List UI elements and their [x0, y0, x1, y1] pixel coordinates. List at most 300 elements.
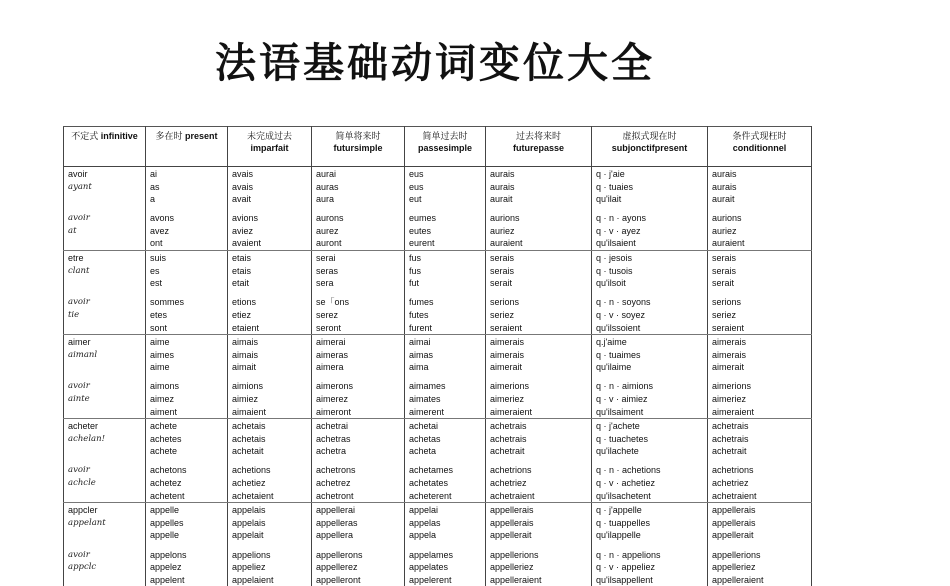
conjugated-form: furent	[409, 322, 433, 333]
conjugation-cell	[312, 167, 405, 251]
conjugated-form: achetrez	[316, 478, 351, 489]
conjugated-form: achetent	[150, 490, 185, 501]
conjugated-form: se「ons	[316, 297, 350, 308]
conjugated-form: q · n · soyons	[596, 297, 651, 308]
conjugated-form: aimeraient	[490, 406, 533, 417]
conjugated-form: achetai	[409, 421, 439, 432]
conjugation-cell	[592, 251, 708, 335]
conjugated-form: avez	[150, 225, 170, 236]
conjugated-form: etaient	[232, 322, 260, 333]
infinitive-label: appcler	[68, 505, 98, 516]
infinitive-cell	[64, 503, 146, 586]
conjugated-form: appelle	[150, 505, 180, 516]
conjugated-form: appelas	[409, 517, 441, 528]
conjugated-form: qu'ilachete	[596, 446, 639, 457]
conjugation-cell	[405, 335, 486, 419]
conjugated-form: appelleras	[316, 517, 358, 528]
spacer	[68, 445, 142, 458]
conjugated-form: appelais	[232, 505, 266, 516]
conjugated-form: etais	[232, 253, 252, 264]
conjugated-form: aimera	[316, 362, 344, 373]
infinitive-cell	[64, 251, 146, 335]
conjugated-form: auriez	[712, 225, 737, 236]
conjugated-form: q · v · appeliez	[596, 562, 656, 573]
conjugated-form: achetiez	[232, 478, 266, 489]
conjugated-form: est	[150, 278, 163, 289]
conjugated-form: q · tusois	[596, 265, 633, 276]
column-header-en: passesimple	[417, 143, 473, 153]
conjugation-cell	[312, 335, 405, 419]
conjugated-form: achetas	[409, 433, 441, 444]
conjugated-form: achetates	[409, 478, 449, 489]
conjugated-form: serait	[712, 278, 735, 289]
conjugated-form: appelates	[409, 562, 449, 573]
conjugation-cell	[405, 251, 486, 335]
conjugated-form: appelle	[150, 530, 180, 541]
conjugated-form: appellerais	[712, 517, 756, 528]
column-header-en: subjonctifpresent	[611, 143, 688, 153]
conjugated-form: appelles	[150, 517, 184, 528]
spacer	[68, 237, 142, 250]
conjugated-form: appellerons	[316, 549, 363, 560]
conjugated-form: appelons	[150, 549, 187, 560]
conjugation-table	[63, 126, 812, 586]
conjugated-form: aurais	[712, 169, 737, 179]
conjugated-form: auraient	[712, 238, 745, 249]
conjugated-form: achetrons	[316, 465, 356, 476]
conjugated-form: seriez	[712, 309, 737, 320]
column-header-zh: 条件式现枉时	[732, 131, 787, 141]
conjugated-form: q · tuaies	[596, 181, 634, 192]
conjugated-form: serais	[712, 265, 737, 276]
conjugated-form: sommes	[150, 297, 185, 308]
conjugated-form: achetes	[150, 433, 182, 444]
conjugated-form: achetrions	[712, 465, 754, 476]
conjugated-form: auriez	[490, 225, 515, 236]
conjugated-form: appellerait	[712, 530, 754, 541]
column-header	[592, 127, 708, 167]
conjugated-form: aimez	[150, 394, 175, 404]
conjugation-cell	[146, 503, 228, 586]
conjugation-cell	[708, 335, 812, 419]
conjugated-form: avons	[150, 213, 175, 224]
conjugated-form: qu'ilappelle	[596, 530, 641, 541]
conjugated-form: aima	[409, 362, 429, 373]
conjugated-form: appellerais	[490, 517, 534, 528]
infinitive-label: avoir	[68, 169, 88, 179]
infinitive-cell	[64, 167, 146, 251]
conjugated-form: es	[150, 265, 160, 276]
conjugated-form: qu'ilsoit	[596, 278, 626, 289]
conjugated-form: serait	[490, 278, 513, 289]
conjugated-form: achetais	[232, 433, 266, 444]
column-header-en: futurepasse	[512, 143, 565, 153]
auxiliary-label: at	[68, 225, 77, 236]
conjugated-form: aimeraient	[712, 406, 755, 417]
conjugated-form: achetrais	[490, 421, 527, 432]
conjugation-cell	[592, 419, 708, 503]
conjugated-form: serais	[712, 253, 737, 264]
conjugated-form: q · n · aimions	[596, 381, 654, 392]
conjugation-cell	[486, 167, 592, 251]
conjugated-form: q · j'achete	[596, 421, 640, 432]
conjugation-cell	[592, 335, 708, 419]
conjugated-form: achete	[150, 446, 178, 457]
conjugation-cell	[146, 335, 228, 419]
conjugated-form: appellerais	[490, 505, 534, 516]
page-title: 法语基础动词变位大全	[215, 39, 655, 87]
spacer	[68, 322, 142, 335]
column-header-en: futursimple	[333, 143, 383, 153]
conjugated-form: eurent	[409, 238, 435, 249]
conjugated-form: appelai	[409, 505, 439, 516]
conjugated-form: aimeras	[316, 349, 349, 360]
conjugation-cell	[312, 419, 405, 503]
conjugated-form: aimais	[232, 349, 259, 360]
conjugated-form: aviez	[232, 225, 254, 236]
conjugated-form: aimates	[409, 394, 441, 404]
conjugated-form: aimerais	[490, 349, 525, 360]
conjugated-form: aimerais	[712, 337, 747, 348]
conjugated-form: appelez	[150, 562, 182, 573]
conjugation-cell	[228, 419, 312, 503]
auxiliary-label: ainte	[68, 394, 90, 404]
conjugated-form: achetrions	[490, 465, 532, 476]
conjugation-cell	[592, 167, 708, 251]
conjugated-form: aimons	[150, 381, 180, 392]
conjugated-form: aurait	[490, 194, 513, 205]
conjugated-form: aimerais	[490, 337, 525, 348]
conjugated-form: appellerions	[712, 549, 761, 560]
conjugated-form: q · j'appelle	[596, 505, 642, 516]
column-header	[146, 127, 228, 167]
conjugated-form: achetons	[150, 465, 187, 476]
conjugated-form: achetrait	[490, 446, 525, 457]
conjugated-form: appelleriez	[490, 562, 534, 573]
conjugated-form: aimerait	[712, 362, 745, 373]
conjugated-form: eus	[409, 169, 424, 179]
spacer	[68, 490, 142, 503]
conjugated-form: achetraient	[712, 490, 757, 501]
conjugated-form: appelait	[232, 530, 264, 541]
conjugated-form: achetais	[232, 421, 266, 432]
conjugated-form: aimiez	[232, 394, 259, 404]
conjugated-form: q · tuaimes	[596, 349, 641, 360]
conjugated-form: etiez	[232, 309, 252, 320]
conjugation-cell	[405, 167, 486, 251]
conjugation-cell	[405, 419, 486, 503]
conjugated-form: seraient	[712, 322, 745, 333]
conjugation-cell	[708, 503, 812, 586]
conjugated-form: achetrai	[316, 421, 349, 432]
spacer	[68, 406, 142, 419]
conjugated-form: aime	[150, 362, 170, 373]
conjugated-form: q · j'aie	[596, 169, 625, 179]
column-header-zh: 过去将来时	[515, 131, 561, 141]
verb-group-row	[64, 419, 812, 503]
conjugated-form: qu'ilait	[596, 194, 622, 205]
conjugated-form: qu'ilsaiment	[596, 406, 644, 417]
conjugated-form: acheterent	[409, 490, 452, 501]
conjugated-form: eutes	[409, 225, 432, 236]
conjugated-form: appeliez	[232, 562, 266, 573]
conjugated-form: appellerais	[712, 505, 756, 516]
column-header-zh: 不定式	[71, 131, 99, 141]
conjugated-form: serais	[490, 253, 515, 264]
auxiliary-label: avoir	[68, 465, 90, 476]
conjugated-form: as	[150, 181, 160, 192]
conjugated-form: fus	[409, 253, 422, 264]
conjugated-form: achetrais	[712, 433, 749, 444]
conjugated-form: aurai	[316, 169, 337, 179]
conjugated-form: appelleront	[316, 574, 361, 585]
column-header	[486, 127, 592, 167]
conjugated-form: serai	[316, 253, 336, 264]
conjugated-form: sont	[150, 322, 168, 333]
conjugated-form: q · v · aimiez	[596, 394, 648, 404]
conjugated-form: seriez	[490, 309, 515, 320]
conjugated-form: aurions	[712, 213, 742, 224]
conjugated-form: appelaient	[232, 574, 274, 585]
conjugation-cell	[228, 503, 312, 586]
conjugated-form: aura	[316, 194, 335, 205]
conjugated-form: etions	[232, 297, 257, 308]
conjugation-cell	[708, 167, 812, 251]
conjugated-form: aimas	[409, 349, 434, 360]
column-header-zh: 简单过去时	[422, 131, 468, 141]
conjugated-form: aimeriez	[490, 394, 525, 404]
spacer	[68, 361, 142, 374]
conjugation-cell	[592, 503, 708, 586]
conjugated-form: achetions	[232, 465, 271, 476]
auxiliary-label: avoir	[68, 381, 90, 392]
auxiliary-label: achcle	[68, 478, 96, 489]
conjugated-form: aimames	[409, 381, 446, 392]
conjugation-cell	[146, 167, 228, 251]
conjugated-form: avais	[232, 181, 254, 192]
conjugated-form: achetra	[316, 446, 347, 457]
column-header-zh: 虚拟式现在时	[622, 131, 677, 141]
column-header	[405, 127, 486, 167]
verb-group-row	[64, 335, 812, 419]
conjugated-form: auront	[316, 238, 342, 249]
auxiliary-label: tie	[68, 309, 80, 320]
conjugated-form: q · tuachetes	[596, 433, 649, 444]
conjugated-form: q · tuappelles	[596, 517, 651, 528]
infinitive-label: etre	[68, 253, 84, 264]
conjugated-form: aimerions	[490, 381, 530, 392]
auxiliary-label: avoir	[68, 297, 90, 308]
infinitive-label: acheter	[68, 421, 99, 432]
column-header-zh: 多在时	[155, 131, 183, 141]
conjugated-form: aimes	[150, 349, 175, 360]
conjugated-form: aimaient	[232, 406, 267, 417]
column-header-en: conditionnel	[732, 143, 787, 153]
infinitive-cell	[64, 419, 146, 503]
conjugated-form: appellerait	[490, 530, 532, 541]
conjugated-form: avais	[232, 169, 254, 179]
conjugated-form: appellerai	[316, 505, 356, 516]
spacer	[68, 193, 142, 206]
verb-group-row	[64, 167, 812, 251]
auxiliary-label: appelant	[68, 517, 106, 528]
infinitive-label: aimer	[68, 337, 91, 348]
auxiliary-label: avoir	[68, 213, 90, 224]
conjugated-form: etait	[232, 278, 250, 289]
conjugated-form: seras	[316, 265, 339, 276]
conjugation-cell	[405, 503, 486, 586]
conjugated-form: aimerez	[316, 394, 349, 404]
conjugated-form: appelleraient	[490, 574, 542, 585]
spacer	[68, 574, 142, 586]
conjugated-form: qu'ilsachetent	[596, 490, 651, 501]
conjugated-form: aimerais	[712, 349, 747, 360]
conjugated-form: aimerait	[490, 362, 523, 373]
conjugated-form: achetrais	[490, 433, 527, 444]
conjugated-form: qu'ilsaient	[596, 238, 636, 249]
conjugated-form: aimerons	[316, 381, 354, 392]
conjugated-form: achetez	[150, 478, 182, 489]
conjugated-form: aurons	[316, 213, 344, 224]
auxiliary-label: clant	[68, 265, 90, 276]
conjugated-form: achetriez	[490, 478, 527, 489]
conjugated-form: sera	[316, 278, 334, 289]
column-header	[312, 127, 405, 167]
conjugated-form: aimeront	[316, 406, 352, 417]
conjugated-form: appelleriez	[712, 562, 756, 573]
conjugated-form: achetras	[316, 433, 351, 444]
conjugated-form: suis	[150, 253, 167, 264]
conjugated-form: achete	[150, 421, 178, 432]
conjugation-cell	[228, 167, 312, 251]
conjugated-form: aime	[150, 337, 170, 348]
conjugation-cell	[228, 251, 312, 335]
conjugated-form: serions	[712, 297, 742, 308]
conjugated-form: auraient	[490, 238, 523, 249]
conjugated-form: qu'ilsappellent	[596, 574, 653, 585]
conjugated-form: aimerai	[316, 337, 346, 348]
conjugated-form: aurions	[490, 213, 520, 224]
conjugated-form: q · n · achetions	[596, 465, 661, 476]
verb-group-row	[64, 251, 812, 335]
conjugated-form: appellerez	[316, 562, 358, 573]
auxiliary-label: aimanl	[68, 349, 98, 360]
conjugated-form: qu'ilssoient	[596, 322, 641, 333]
conjugation-cell	[486, 503, 592, 586]
conjugated-form: achetrait	[712, 446, 747, 457]
conjugated-form: ai	[150, 169, 158, 179]
conjugated-form: aurais	[490, 181, 515, 192]
conjugated-form: appelames	[409, 549, 454, 560]
conjugated-form: serions	[490, 297, 520, 308]
conjugation-cell	[486, 335, 592, 419]
conjugated-form: fus	[409, 265, 422, 276]
conjugated-form: q · v · ayez	[596, 225, 641, 236]
conjugated-form: appelions	[232, 549, 271, 560]
conjugated-form: avions	[232, 213, 259, 224]
column-header-en: infinitive	[100, 131, 138, 141]
auxiliary-label: appclc	[68, 562, 97, 573]
conjugation-cell	[312, 251, 405, 335]
conjugated-form: fut	[409, 278, 420, 289]
conjugation-cell	[708, 419, 812, 503]
conjugated-form: q · jesois	[596, 253, 633, 264]
conjugated-form: aiment	[150, 406, 178, 417]
conjugation-cell	[486, 419, 592, 503]
column-header-zh: 简单将来时	[335, 131, 381, 141]
spacer	[68, 529, 142, 542]
conjugated-form: avaient	[232, 238, 262, 249]
conjugated-form: appelerent	[409, 574, 452, 585]
column-header-en: present	[185, 131, 218, 141]
header-row	[64, 127, 812, 167]
conjugated-form: aimai	[409, 337, 431, 348]
conjugated-form: achetraient	[490, 490, 535, 501]
conjugated-form: eut	[409, 194, 422, 205]
conjugated-form: aimions	[232, 381, 264, 392]
conjugated-form: achetront	[316, 490, 354, 501]
column-header	[228, 127, 312, 167]
conjugated-form: achetaient	[232, 490, 274, 501]
conjugation-cell	[146, 419, 228, 503]
conjugated-form: appelent	[150, 574, 185, 585]
conjugated-form: aurais	[490, 169, 515, 179]
auxiliary-label: ayant	[68, 181, 92, 192]
conjugated-form: fumes	[409, 297, 434, 308]
conjugated-form: serez	[316, 309, 339, 320]
conjugated-form: etais	[232, 265, 252, 276]
conjugated-form: q.j'aime	[596, 337, 627, 348]
conjugated-form: aurais	[712, 181, 737, 192]
column-header	[64, 127, 146, 167]
auxiliary-label: achelan!	[68, 433, 106, 444]
conjugation-cell	[486, 251, 592, 335]
conjugated-form: q · n · appelions	[596, 549, 661, 560]
conjugated-form: appellera	[316, 530, 354, 541]
conjugated-form: futes	[409, 309, 429, 320]
conjugated-form: acheta	[409, 446, 437, 457]
conjugated-form: appelleraient	[712, 574, 764, 585]
column-header-en: imparfait	[250, 143, 289, 153]
conjugated-form: appelais	[232, 517, 266, 528]
conjugated-form: ont	[150, 238, 163, 249]
conjugated-form: appellerions	[490, 549, 539, 560]
conjugated-form: aimais	[232, 337, 259, 348]
conjugated-form: aurait	[712, 194, 735, 205]
conjugated-form: q · n · ayons	[596, 213, 647, 224]
conjugation-cell	[228, 335, 312, 419]
conjugated-form: aimeriez	[712, 394, 747, 404]
conjugation-cell	[708, 251, 812, 335]
infinitive-cell	[64, 335, 146, 419]
verb-group-row	[64, 503, 812, 586]
conjugated-form: q · v · achetiez	[596, 478, 656, 489]
conjugated-form: eumes	[409, 213, 437, 224]
conjugated-form: aimait	[232, 362, 257, 373]
column-header	[708, 127, 812, 167]
conjugated-form: achetames	[409, 465, 454, 476]
conjugated-form: qu'ilaime	[596, 362, 632, 373]
conjugated-form: seront	[316, 322, 342, 333]
conjugated-form: avait	[232, 194, 252, 205]
conjugated-form: auras	[316, 181, 339, 192]
conjugated-form: aurez	[316, 225, 339, 236]
conjugated-form: aimerions	[712, 381, 752, 392]
conjugated-form: achetait	[232, 446, 264, 457]
column-header-zh: 未完成过去	[246, 131, 292, 141]
conjugation-cell	[146, 251, 228, 335]
conjugated-form: a	[150, 194, 156, 205]
